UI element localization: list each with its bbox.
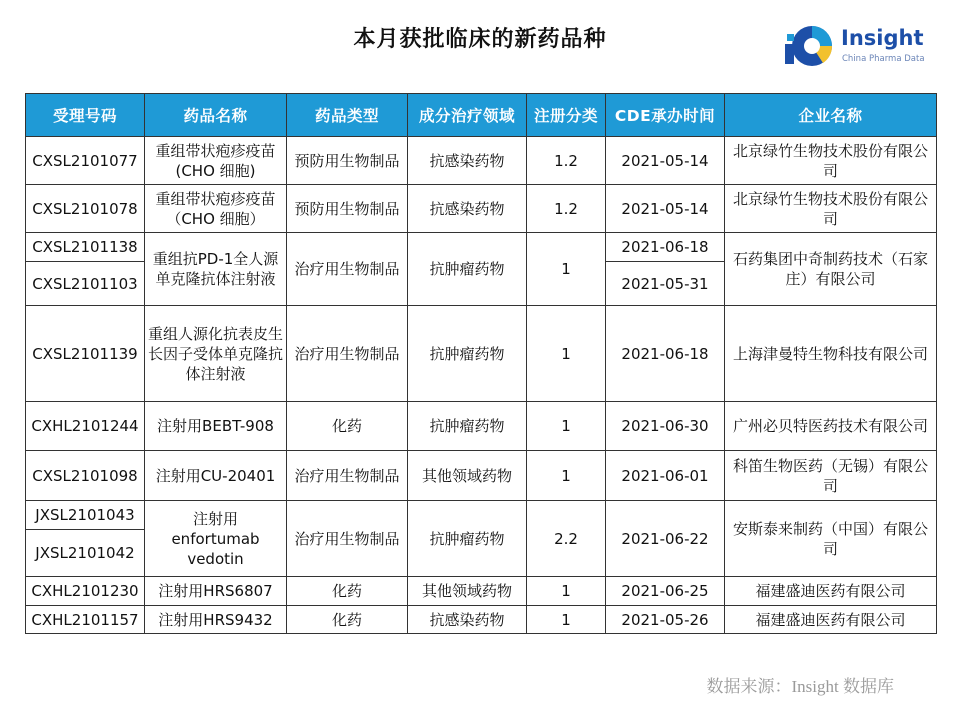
cell-class: 1 [527, 402, 606, 451]
cell-id: JXSL2101043 [26, 501, 145, 530]
cell-id: JXSL2101042 [26, 530, 145, 577]
cell-area: 抗肿瘤药物 [408, 501, 527, 577]
cell-type: 治疗用生物制品 [287, 501, 408, 577]
cell-id: CXSL2101098 [26, 451, 145, 501]
table-header-row [26, 94, 937, 137]
col-header-date: CDE承办时间 [606, 94, 725, 137]
table-row [26, 233, 937, 262]
cell-date: 2021-06-18 [606, 306, 725, 402]
cell-company: 福建盛迪医药有限公司 [725, 577, 937, 606]
col-header-area: 成分治疗领域 [408, 94, 527, 137]
cell-id: CXSL2101078 [26, 185, 145, 233]
table-row [26, 606, 937, 634]
cell-company: 石药集团中奇制药技术（石家庄）有限公司 [725, 233, 937, 306]
cell-id: CXSL2101138 [26, 233, 145, 262]
col-header-id: 受理号码 [26, 94, 145, 137]
page-title: 本月获批临床的新药品种 [353, 27, 607, 52]
cell-date: 2021-06-22 [606, 501, 725, 577]
cell-date: 2021-06-01 [606, 451, 725, 501]
cell-area: 抗肿瘤药物 [408, 233, 527, 306]
cell-area: 抗感染药物 [408, 185, 527, 233]
cell-area: 抗肿瘤药物 [408, 306, 527, 402]
cell-date: 2021-05-31 [606, 262, 725, 306]
cell-type: 治疗用生物制品 [287, 306, 408, 402]
cell-id: CXHL2101244 [26, 402, 145, 451]
data-source-note: 数据来源：Insight 数据库 [706, 677, 894, 696]
logo-tagline: China Pharma Data [842, 54, 925, 64]
table-row [26, 306, 937, 402]
cell-type: 预防用生物制品 [287, 137, 408, 185]
col-header-name: 药品名称 [145, 94, 287, 137]
cell-area: 其他领域药物 [408, 451, 527, 501]
cell-type: 治疗用生物制品 [287, 233, 408, 306]
col-header-company: 企业名称 [725, 94, 937, 137]
insight-logo [783, 20, 943, 72]
cell-company: 广州必贝特医药技术有限公司 [725, 402, 937, 451]
cell-type: 化药 [287, 577, 408, 606]
insight-logo-icon [783, 20, 835, 72]
cell-date: 2021-06-25 [606, 577, 725, 606]
cell-area: 抗感染药物 [408, 137, 527, 185]
cell-date: 2021-05-14 [606, 137, 725, 185]
drug-table [25, 93, 937, 634]
cell-date: 2021-05-26 [606, 606, 725, 634]
cell-company: 上海津曼特生物科技有限公司 [725, 306, 937, 402]
cell-id: CXSL2101077 [26, 137, 145, 185]
cell-name: 重组人源化抗表皮生长因子受体单克隆抗体注射液 [145, 306, 287, 402]
cell-class: 1 [527, 306, 606, 402]
cell-id: CXHL2101157 [26, 606, 145, 634]
cell-type: 化药 [287, 606, 408, 634]
cell-name: 注射用BEBT-908 [145, 402, 287, 451]
table-row [26, 137, 937, 185]
cell-class: 1.2 [527, 185, 606, 233]
cell-id: CXSL2101139 [26, 306, 145, 402]
cell-id: CXHL2101230 [26, 577, 145, 606]
cell-company: 科笛生物医药（无锡）有限公司 [725, 451, 937, 501]
cell-company: 安斯泰来制药（中国）有限公司 [725, 501, 937, 577]
cell-class: 1 [527, 233, 606, 306]
col-header-class: 注册分类 [527, 94, 606, 137]
cell-area: 抗感染药物 [408, 606, 527, 634]
cell-type: 化药 [287, 402, 408, 451]
cell-name: 注射用HRS6807 [145, 577, 287, 606]
cell-class: 1 [527, 451, 606, 501]
col-header-type: 药品类型 [287, 94, 408, 137]
cell-class: 1.2 [527, 137, 606, 185]
table-row [26, 402, 937, 451]
cell-date: 2021-06-18 [606, 233, 725, 262]
cell-area: 其他领域药物 [408, 577, 527, 606]
cell-class: 1 [527, 606, 606, 634]
cell-name: 重组带状疱疹疫苗(CHO 细胞) [145, 137, 287, 185]
cell-name: 重组抗PD-1全人源单克隆抗体注射液 [145, 233, 287, 306]
cell-name: 注射用 enfortumab vedotin [145, 501, 287, 577]
cell-id: CXSL2101103 [26, 262, 145, 306]
cell-company: 北京绿竹生物技术股份有限公司 [725, 185, 937, 233]
table-row [26, 185, 937, 233]
cell-company: 福建盛迪医药有限公司 [725, 606, 937, 634]
cell-type: 预防用生物制品 [287, 185, 408, 233]
logo-wordmark: Insight [841, 26, 924, 50]
cell-area: 抗肿瘤药物 [408, 402, 527, 451]
cell-name: 注射用HRS9432 [145, 606, 287, 634]
cell-class: 1 [527, 577, 606, 606]
cell-name: 注射用CU-20401 [145, 451, 287, 501]
table-row [26, 577, 937, 606]
cell-name: 重组带状疱疹疫苗（CHO 细胞） [145, 185, 287, 233]
cell-type: 治疗用生物制品 [287, 451, 408, 501]
cell-date: 2021-05-14 [606, 185, 725, 233]
cell-company: 北京绿竹生物技术股份有限公司 [725, 137, 937, 185]
cell-date: 2021-06-30 [606, 402, 725, 451]
cell-class: 2.2 [527, 501, 606, 577]
table-row [26, 501, 937, 530]
table-row [26, 451, 937, 501]
